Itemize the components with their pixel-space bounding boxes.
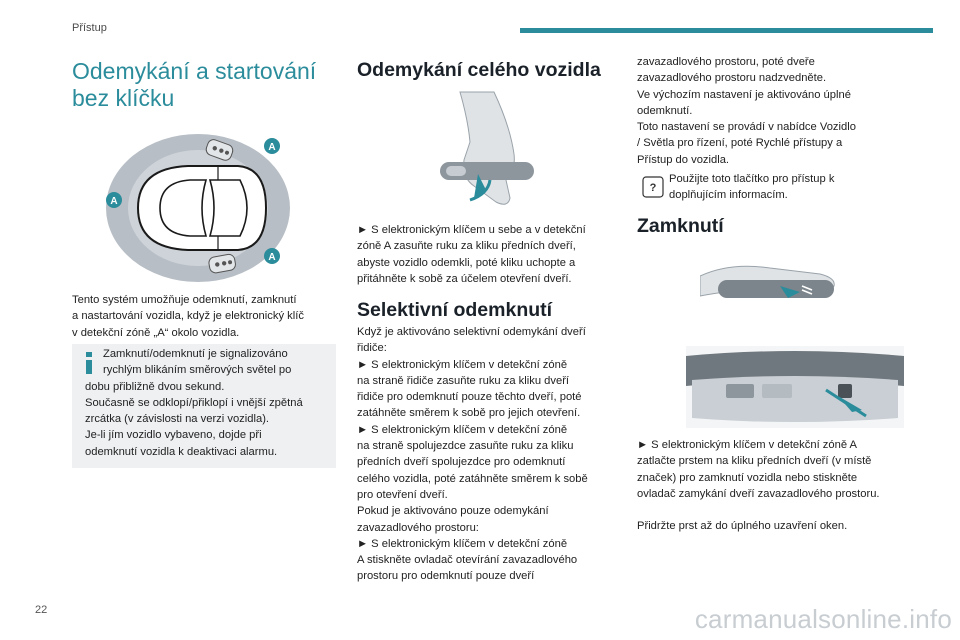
zone-marker-a-1 xyxy=(264,138,280,154)
door-handle-unlock-illustration xyxy=(430,90,540,210)
zone-marker-a-3 xyxy=(264,248,280,264)
header-accent-bar xyxy=(520,28,933,33)
svg-text:A: A xyxy=(268,142,276,153)
svg-text:A: A xyxy=(268,252,276,263)
continued-text: zavazadlového prostoru, poté dveře zavazadlového prostoru nadzvedněte. Ve výchozím nastavení je aktivováno úplné odemknutí. Toto nastavení se provádí v nabídce Vozidlo / Světla pro řízení, poté Rychlé přístupy a Přístup do vozidla. xyxy=(637,56,856,166)
help-button-icon xyxy=(642,176,664,198)
watermark: carmanualsonline.info xyxy=(694,604,952,634)
intro-paragraph: Tento systém umožňuje odemknutí, zamknutí a nastartování vozidla, když je elektronický klíč v detekční zóně „A“ okolo vozidla. xyxy=(72,294,304,339)
section-label: Přístup xyxy=(72,22,107,34)
unlock-all-text: ► S elektronickým klíčem u sebe a v detekční zóně A zasuňte ruku za kliku předních dveří, abyste vozidlo odemkli, poté kliku uchopte a přitáhněte k sobě za účelem otevření dveří. xyxy=(357,224,586,285)
lock-text: ► S elektronickým klíčem v detekční zóně A zatlačte prstem na kliku předních dveří (v místě značek) pro zamknutí vozidla nebo stiskněte ovladač zamykání dveří zavazadlového prostoru. xyxy=(637,439,880,500)
section-title-selective-unlock: Selektivní odemknutí xyxy=(357,299,553,321)
hold-finger-text: Přidržte prst až do úplného uzavření oken. xyxy=(637,520,848,532)
svg-text:?: ? xyxy=(649,182,657,194)
help-tip-text: Použijte toto tlačítko pro přístup k doplňujícím informacím. xyxy=(669,173,835,202)
note-text: Zamknutí/odemknutí je signalizováno rychlým blikáním směrových světel po dobu přibližně dvou sekund. Současně se odklopí/přiklopí i vnější zpětná zrcátka (v závislosti na verzi vozidla). Je-li jím vozidlo vybaveno, dojde při odemknutí vozidla k deaktivaci alarmu. xyxy=(85,348,303,458)
detection-zone-illustration xyxy=(98,124,298,294)
page-number: 22 xyxy=(35,604,48,616)
section-title-lock: Zamknutí xyxy=(637,215,724,237)
page-title: Odemykání a startování bez klíčku xyxy=(72,58,317,111)
selective-unlock-text: Když je aktivováno selektivní odemykání dveří řidiče: ► S elektronickým klíčem v detekční zóně na straně řidiče zasuňte ruku za kliku dveří řidiče pro odemknutí pouze těchto dveří, poté zatáhněte směrem k sobě pro jejich otevření. ► S elektronickým klíčem v detekční zóně na straně spolujezdce zasuňte ruku za kliku předních dveří spolujezdce pro odemknutí celého vozidla, poté zatáhněte směrem k sobě pro otevření dveří. Pokud je aktivováno pouze odemykání zavazadlového prostoru: ► S elektronickým klíčem v detekční zóně A stiskněte ovladač otevírání zavazadlového prostoru pro odemknutí pouze dveří xyxy=(357,326,588,583)
zone-marker-a-2 xyxy=(106,192,122,208)
section-title-unlock-all: Odemykání celého vozidla xyxy=(357,59,601,81)
tailgate-lock-illustration xyxy=(686,346,904,428)
svg-text:A: A xyxy=(110,196,118,207)
door-handle-lock-illustration xyxy=(700,252,840,314)
